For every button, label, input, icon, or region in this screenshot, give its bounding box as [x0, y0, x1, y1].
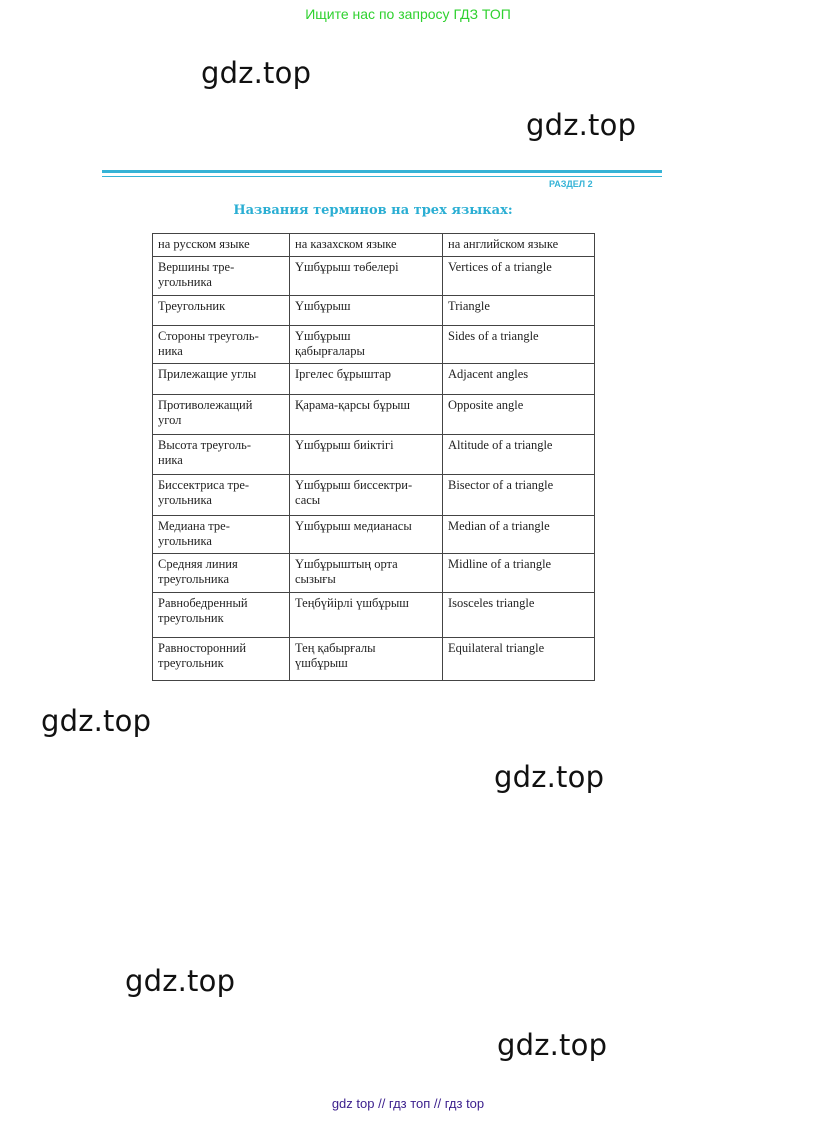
table-row [153, 395, 595, 435]
table-cell: Altitude of a triangle [443, 435, 595, 475]
table-cell: Биссектриса тре- угольника [153, 475, 290, 516]
watermark: gdz.top [494, 760, 605, 794]
table-cell: Тең қабырғалы үшбұрыш [290, 638, 443, 681]
table-cell: Стороны треуголь- ника [153, 326, 290, 364]
table-cell: Үшбұрыш қабырғалары [290, 326, 443, 364]
table-header-cell: на русском языке [153, 234, 290, 257]
table-cell: Вершины тре- угольника [153, 257, 290, 296]
header-rule [102, 170, 662, 173]
table-row [153, 593, 595, 638]
footer-links: gdz top // гдз топ // гдз top [331, 1096, 485, 1111]
table-row [153, 475, 595, 516]
table-row [153, 364, 595, 395]
table-cell: Средняя линия треугольника [153, 554, 290, 593]
table-cell: Іргелес бұрыштар [290, 364, 443, 395]
table-cell: Үшбұрыш биссектри- сасы [290, 475, 443, 516]
table-cell: Высота треуголь- ника [153, 435, 290, 475]
table-cell: Median of a triangle [443, 516, 595, 554]
table-cell: Isosceles triangle [443, 593, 595, 638]
table-row [153, 516, 595, 554]
table-cell: Теңбүйірлі үшбұрыш [290, 593, 443, 638]
section-label: РАЗДЕЛ 2 [549, 179, 593, 189]
table-cell: Adjacent angles [443, 364, 595, 395]
table-cell: Равнобедренный треугольник [153, 593, 290, 638]
table-cell: Үшбұрыштың орта сызығы [290, 554, 443, 593]
table-cell: Bisector of a triangle [443, 475, 595, 516]
header-rule-thin [102, 176, 662, 177]
table-row [153, 435, 595, 475]
table-header-cell: на английском языке [443, 234, 595, 257]
table-cell: Midline of a triangle [443, 554, 595, 593]
table-cell: Үшбұрыш медианасы [290, 516, 443, 554]
terms-table [152, 233, 595, 681]
watermark: gdz.top [125, 964, 236, 998]
watermark: gdz.top [201, 56, 312, 90]
table-title: Названия терминов на трех языках: [233, 203, 513, 218]
table-cell: Opposite angle [443, 395, 595, 435]
table-header-cell: на казахском языке [290, 234, 443, 257]
table-row [153, 326, 595, 364]
table-row [153, 554, 595, 593]
table-cell: Sides of a triangle [443, 326, 595, 364]
table-cell: Прилежащие углы [153, 364, 290, 395]
watermark: gdz.top [526, 108, 637, 142]
table-row [153, 638, 595, 681]
table-cell: Равносторонний треугольник [153, 638, 290, 681]
table-cell: Противолежащий угол [153, 395, 290, 435]
table-cell: Треугольник [153, 296, 290, 326]
table-header-row [153, 234, 595, 257]
table-cell: Үшбұрыш биіктігі [290, 435, 443, 475]
watermark: gdz.top [41, 704, 152, 738]
table-cell: Equilateral triangle [443, 638, 595, 681]
table-cell: Үшбұрыш [290, 296, 443, 326]
table-row [153, 296, 595, 326]
table-cell: Үшбұрыш төбелері [290, 257, 443, 296]
watermark: gdz.top [497, 1028, 608, 1062]
table-cell: Медиана тре- угольника [153, 516, 290, 554]
table-cell: Қарама-қарсы бұрыш [290, 395, 443, 435]
table-row [153, 257, 595, 296]
search-banner: Ищите нас по запросу ГДЗ ТОП [305, 6, 511, 22]
table-cell: Triangle [443, 296, 595, 326]
table-cell: Vertices of a triangle [443, 257, 595, 296]
